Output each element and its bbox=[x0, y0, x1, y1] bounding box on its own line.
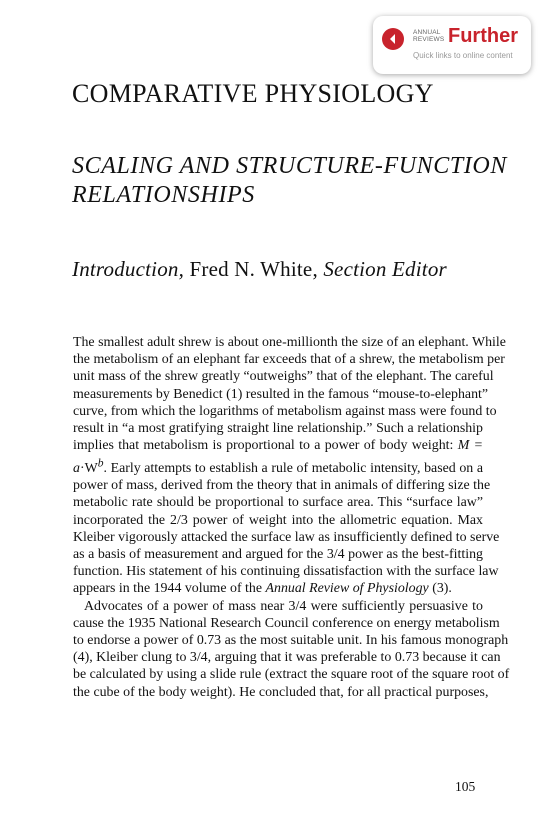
text-line: unit mass of the shrew greatly “outweighs” that of the elephant. The careful bbox=[73, 369, 494, 385]
text-line: as a basis of measurement and argued for the 3/4 power as the best-fitting bbox=[73, 547, 483, 563]
formula-exponent: b bbox=[97, 456, 104, 470]
text-line: The smallest adult shrew is about one-millionth the size of an elephant. While bbox=[73, 335, 506, 350]
text-line: curve, from which the logarithms of metabolism against mass were found to bbox=[73, 403, 497, 419]
intro-byline bbox=[72, 257, 447, 282]
text-line: result in “a most gratifying straight line relationship.” Such a relationship bbox=[73, 421, 483, 437]
text-line: Advocates of a power of mass near 3/4 were sufficiently persuasive to bbox=[84, 598, 483, 614]
text-line: incorporated the 2/3 power of weight into the allometric equation. Max bbox=[73, 512, 483, 528]
annual-reviews-logo-icon bbox=[382, 28, 404, 50]
body-text bbox=[73, 334, 510, 701]
further-subtitle: Quick links to online content bbox=[413, 51, 513, 60]
article-title-line: SCALING AND STRUCTURE-FUNCTION bbox=[72, 153, 507, 179]
text-line: be calculated by using a slide rule (extract the square root of the square root of bbox=[73, 667, 510, 683]
formula: M = bbox=[457, 438, 483, 454]
text-line: Kleiber vigorously attacked the surface law as insufficiently defined to serve bbox=[73, 529, 500, 545]
text-line: cause the 1935 National Research Council conference on energy metabolism bbox=[73, 615, 500, 631]
article-title bbox=[72, 152, 507, 210]
text-line: appears in the 1944 volume of the Annual Review of Physiology (3). bbox=[73, 581, 452, 597]
text-line: to endorse a power of 0.73 as the most suitable unit. In his famous monograph bbox=[73, 633, 509, 649]
intro-label: Introduction, bbox=[72, 257, 185, 281]
text-line: $a\cdot W^b$. Early attempts to establish a rule of metabolic intensity, based on a bbox=[73, 456, 483, 477]
text-line: the metabolism of an elephant far exceeds that of a shrew, the metabolism per bbox=[73, 352, 505, 368]
section-title: COMPARATIVE PHYSIOLOGY bbox=[72, 79, 434, 108]
article-title-line: RELATIONSHIPS bbox=[72, 182, 255, 208]
further-label: Further bbox=[448, 25, 518, 47]
text-line: function. His statement of his continuing dissatisfaction with the surface law bbox=[73, 564, 499, 580]
text-line: implies that metabolism is proportional to a power of body weight: M = bbox=[73, 438, 483, 454]
annual-reviews-wordmark: ANNUAL REVIEWS bbox=[413, 29, 445, 43]
formula-coefficient: a bbox=[73, 461, 80, 477]
further-badge[interactable] bbox=[373, 16, 531, 74]
author-role: Section Editor bbox=[323, 257, 447, 281]
author-name: Fred N. White, bbox=[189, 257, 318, 281]
text-line: power of mass, derived from the theory that in animals of differing size the bbox=[73, 478, 491, 494]
text-line: (4), Kleiber clung to 3/4, arguing that it was preferable to 0.73 because it can bbox=[73, 650, 501, 666]
text-line: metabolic rate should be proportional to surface area. This “surface law” bbox=[73, 495, 483, 511]
text-line: measurements by Benedict (1) resulted in the famous “mouse-to-elephant” bbox=[73, 386, 489, 402]
page-number: 105 bbox=[455, 779, 476, 794]
journal-title: Annual Review of Physiology bbox=[265, 581, 429, 597]
text-line: the cube of the body weight). He concluded that, for all practical purposes, bbox=[73, 684, 489, 700]
